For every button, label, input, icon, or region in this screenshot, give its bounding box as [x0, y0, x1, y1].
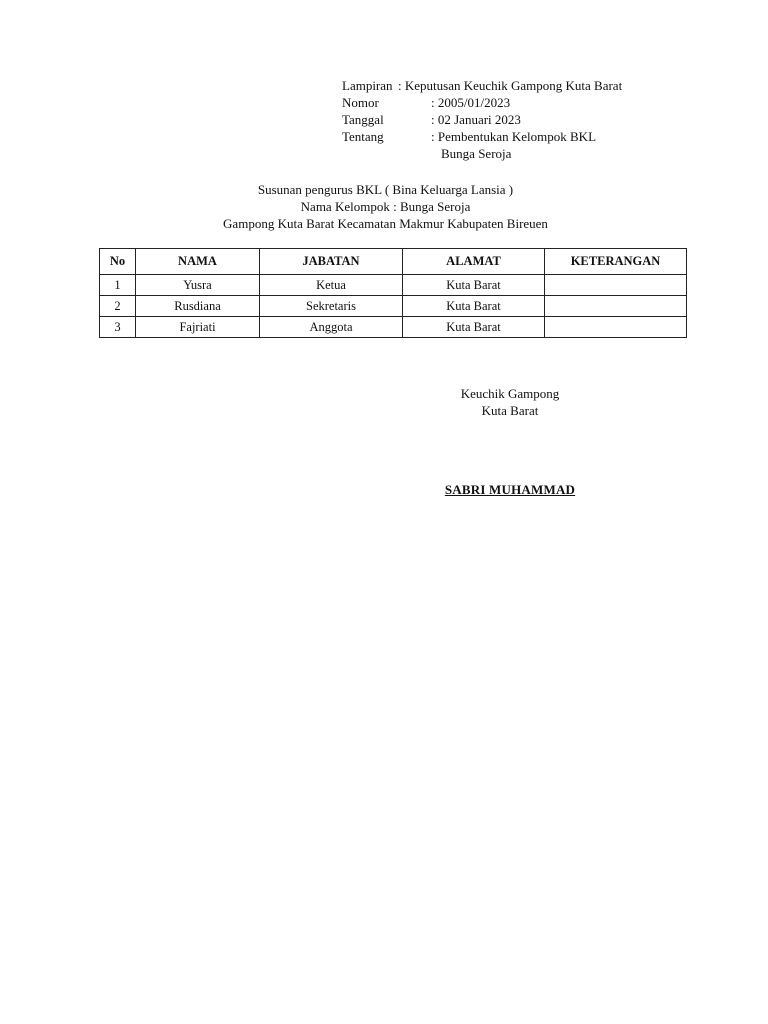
title-line-3: Gampong Kuta Barat Kecamatan Makmur Kabupaten Bireuen — [223, 216, 548, 231]
cell-alamat: Kuta Barat — [403, 296, 545, 317]
nomor-label: Nomor — [342, 95, 379, 110]
cell-keterangan — [545, 275, 687, 296]
signature-title-line-2: Kuta Barat — [481, 403, 539, 418]
cell-alamat: Kuta Barat — [403, 275, 545, 296]
cell-alamat: Kuta Barat — [403, 317, 545, 338]
tanggal-row — [342, 111, 722, 128]
title-block — [100, 181, 671, 232]
pengurus-table — [99, 248, 687, 338]
signature-title-line-1: Keuchik Gampong — [460, 386, 560, 401]
cell-jabatan: Ketua — [260, 275, 403, 296]
cell-no: 2 — [100, 296, 136, 317]
cell-no: 1 — [100, 275, 136, 296]
table-row — [100, 317, 687, 338]
header-alamat: ALAMAT — [403, 249, 545, 275]
header-no: No — [100, 249, 136, 275]
cell-jabatan: Anggota — [260, 317, 403, 338]
header-jabatan: JABATAN — [260, 249, 403, 275]
tanggal-value: : 02 Januari 2023 — [431, 112, 521, 127]
table-header-row — [100, 249, 687, 275]
cell-nama: Yusra — [136, 275, 260, 296]
header-keterangan: KETERANGAN — [545, 249, 687, 275]
cell-keterangan — [545, 296, 687, 317]
nomor-value: : 2005/01/2023 — [431, 95, 511, 110]
cell-nama: Rusdiana — [136, 296, 260, 317]
tanggal-label: Tanggal — [342, 112, 384, 127]
cell-nama: Fajriati — [136, 317, 260, 338]
signature-block — [420, 385, 600, 419]
title-line-1: Susunan pengurus BKL ( Bina Keluarga Lansia ) — [257, 182, 514, 197]
signer-name: SABRI MUHAMMAD — [444, 482, 576, 497]
tentang-label: Tentang — [342, 129, 384, 144]
tentang-value: : Pembentukan Kelompok BKL — [431, 129, 597, 144]
table-row — [100, 275, 687, 296]
title-line-2: Nama Kelompok : Bunga Seroja — [300, 199, 471, 214]
tentang-row-continued — [342, 145, 722, 162]
header-nama: NAMA — [136, 249, 260, 275]
cell-no: 3 — [100, 317, 136, 338]
lampiran-value: : Keputusan Keuchik Gampong Kuta Barat — [398, 78, 623, 93]
lampiran-row — [342, 77, 722, 94]
cell-keterangan — [545, 317, 687, 338]
tentang-row — [342, 128, 722, 145]
lampiran-label: Lampiran — [342, 78, 393, 93]
tentang-value-continued: Bunga Seroja — [441, 146, 512, 161]
nomor-row — [342, 94, 722, 111]
cell-jabatan: Sekretaris — [260, 296, 403, 317]
pengurus-table-wrap — [99, 248, 686, 338]
table-row — [100, 296, 687, 317]
lampiran-block — [342, 77, 722, 162]
